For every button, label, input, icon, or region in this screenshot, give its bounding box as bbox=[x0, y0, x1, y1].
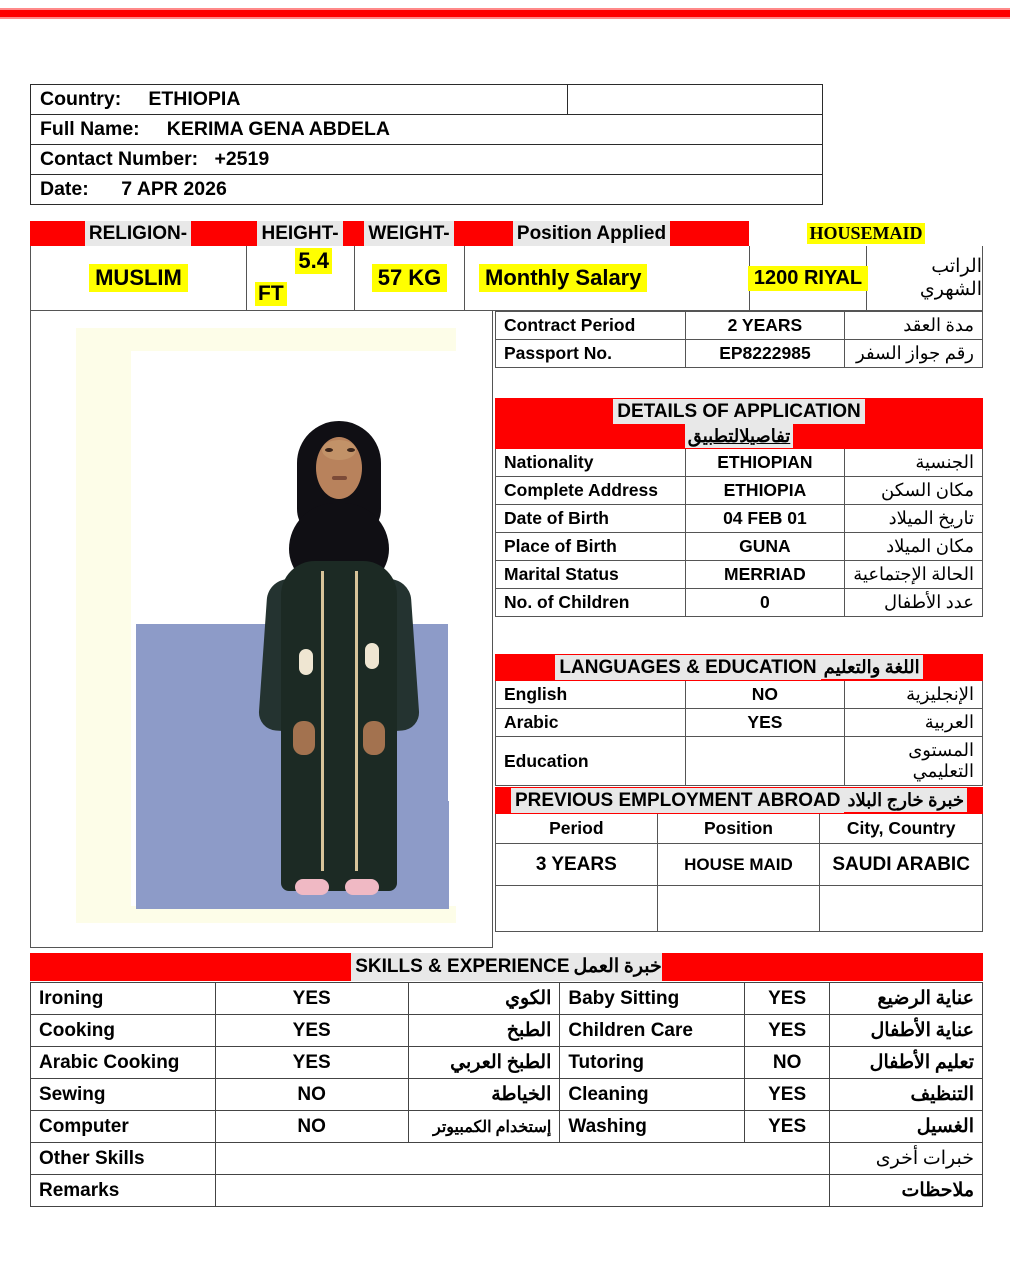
table-row bbox=[31, 145, 823, 175]
previous-employment-table bbox=[495, 787, 983, 932]
place-of-birth-arabic: مكان الميلاد bbox=[845, 533, 983, 561]
full-name-cell bbox=[31, 115, 823, 145]
other-skills-value bbox=[215, 1143, 829, 1175]
section-header-row bbox=[496, 788, 983, 814]
skill-arabic-cooking-value: YES bbox=[215, 1047, 408, 1079]
skill-tutoring-arabic: تعليم الأطفال bbox=[830, 1047, 983, 1079]
languages-education-table bbox=[495, 654, 983, 786]
skill-sewing-label: Sewing bbox=[31, 1079, 216, 1111]
skill-sewing-arabic: الخياطة bbox=[408, 1079, 560, 1111]
arabic-language-label: Arabic bbox=[496, 709, 686, 737]
full-name-label: Full Name: bbox=[40, 118, 140, 140]
skill-ironing-value: YES bbox=[215, 983, 408, 1015]
skill-tutoring-value: NO bbox=[745, 1047, 830, 1079]
hand-right bbox=[363, 721, 385, 755]
abaya-trim-right bbox=[355, 571, 358, 871]
country-cell bbox=[31, 85, 568, 115]
skill-cleaning-value: YES bbox=[745, 1079, 830, 1111]
religion-label: RELIGION- bbox=[85, 221, 191, 246]
table-row bbox=[496, 340, 983, 368]
table-row bbox=[31, 115, 823, 145]
contact-number-label: Contact Number: bbox=[40, 148, 199, 170]
contract-period-label: Contract Period bbox=[496, 312, 686, 340]
education-arabic: المستوى التعليمي bbox=[845, 737, 983, 786]
english-value: NO bbox=[685, 681, 845, 709]
passport-no-value: EP8222985 bbox=[685, 340, 845, 368]
date-value: 7 APR 2026 bbox=[121, 178, 227, 200]
position-applied-value: HOUSEMAID bbox=[809, 223, 923, 243]
contract-period-arabic: مدة العقد bbox=[845, 312, 983, 340]
skill-cleaning-arabic: التنظيف bbox=[830, 1079, 983, 1111]
table-row bbox=[496, 886, 983, 932]
skill-arabic-cooking-arabic: الطبخ العربي bbox=[408, 1047, 560, 1079]
marital-status-label: Marital Status bbox=[496, 561, 686, 589]
employment-col-position: Position bbox=[657, 814, 820, 844]
skill-baby-sitting-arabic: عناية الرضيع bbox=[830, 983, 983, 1015]
place-of-birth-label: Place of Birth bbox=[496, 533, 686, 561]
employment-period-value: 3 YEARS bbox=[496, 844, 658, 886]
languages-header-english: LANGUAGES & EDUCATION bbox=[555, 655, 820, 680]
languages-header-arabic: اللغة والتعليم bbox=[821, 655, 923, 679]
table-row bbox=[31, 1111, 983, 1143]
employment-header-arabic: خبرة خارج البلاد bbox=[844, 788, 967, 812]
table-row bbox=[496, 737, 983, 786]
hand-left bbox=[293, 721, 315, 755]
skills-section-header bbox=[30, 953, 983, 981]
monthly-salary-value-cell bbox=[750, 246, 867, 310]
table-row bbox=[496, 709, 983, 737]
country-value: ETHIOPIA bbox=[148, 88, 241, 110]
date-of-birth-label: Date of Birth bbox=[496, 505, 686, 533]
skill-washing-value: YES bbox=[745, 1111, 830, 1143]
english-arabic: الإنجليزية bbox=[845, 681, 983, 709]
employment-header-english: PREVIOUS EMPLOYMENT ABROAD bbox=[511, 788, 845, 813]
height-unit: FT bbox=[255, 282, 287, 306]
date-label: Date: bbox=[40, 178, 89, 200]
section-header-row bbox=[496, 399, 983, 449]
table-row bbox=[496, 844, 983, 886]
tassel-left bbox=[299, 649, 313, 675]
height-value-cell bbox=[247, 246, 355, 310]
applicant-photo bbox=[30, 311, 493, 948]
contact-number-cell bbox=[31, 145, 823, 175]
complete-address-arabic: مكان السكن bbox=[845, 477, 983, 505]
other-skills-arabic: خبرات أخرى bbox=[830, 1143, 983, 1175]
skills-header-english: SKILLS & EXPERIENCE bbox=[351, 953, 573, 981]
skill-computer-label: Computer bbox=[31, 1111, 216, 1143]
no-of-children-value: 0 bbox=[685, 589, 845, 617]
employment-col-period: Period bbox=[496, 814, 658, 844]
place-of-birth-value: GUNA bbox=[685, 533, 845, 561]
eye-right bbox=[347, 448, 355, 452]
skill-computer-arabic: إستخدام الكمبيوتر bbox=[408, 1111, 560, 1143]
details-of-application-table bbox=[495, 398, 983, 617]
no-of-children-label: No. of Children bbox=[496, 589, 686, 617]
skill-children-care-arabic: عناية الأطفال bbox=[830, 1015, 983, 1047]
table-row bbox=[31, 1175, 983, 1207]
employment-section-header bbox=[496, 788, 983, 814]
skill-computer-value: NO bbox=[215, 1111, 408, 1143]
contract-table bbox=[495, 311, 983, 368]
contact-number-value: +2519 bbox=[214, 148, 270, 170]
table-row bbox=[31, 175, 823, 205]
skill-children-care-value: YES bbox=[745, 1015, 830, 1047]
table-row bbox=[496, 505, 983, 533]
height-label-cell bbox=[246, 221, 354, 246]
nationality-value: ETHIOPIAN bbox=[685, 449, 845, 477]
other-skills-label: Other Skills bbox=[31, 1143, 216, 1175]
remarks-arabic: ملاحظات bbox=[830, 1175, 983, 1207]
table-header-row bbox=[496, 814, 983, 844]
face-shape bbox=[316, 437, 362, 499]
arabic-language-value: YES bbox=[685, 709, 845, 737]
details-header-english: DETAILS OF APPLICATION bbox=[613, 399, 864, 424]
person-figure bbox=[259, 421, 419, 896]
passport-no-label: Passport No. bbox=[496, 340, 686, 368]
summary-banner-values bbox=[30, 246, 983, 311]
religion-label-cell bbox=[30, 221, 246, 246]
shoe-left bbox=[295, 879, 329, 895]
table-row bbox=[496, 681, 983, 709]
skill-baby-sitting-label: Baby Sitting bbox=[560, 983, 745, 1015]
table-row bbox=[496, 533, 983, 561]
skill-washing-label: Washing bbox=[560, 1111, 745, 1143]
banner-red-filler bbox=[719, 221, 749, 246]
position-applied-label: Position Applied bbox=[513, 221, 670, 246]
table-row bbox=[31, 85, 823, 115]
languages-section-header bbox=[496, 655, 983, 681]
religion-value-cell bbox=[31, 246, 247, 310]
summary-banner-labels bbox=[30, 221, 983, 246]
skill-baby-sitting-value: YES bbox=[745, 983, 830, 1015]
passport-no-arabic: رقم جواز السفر bbox=[845, 340, 983, 368]
no-of-children-arabic: عدد الأطفال bbox=[845, 589, 983, 617]
weight-label: WEIGHT- bbox=[364, 221, 453, 246]
height-number: 5.4 bbox=[295, 248, 332, 274]
skill-cooking-arabic: الطبخ bbox=[408, 1015, 560, 1047]
employment-city-country-value: SAUDI ARABIC bbox=[820, 844, 983, 886]
monthly-salary-value: 1200 RIYAL bbox=[748, 266, 868, 291]
skill-cooking-value: YES bbox=[215, 1015, 408, 1047]
date-of-birth-value: 04 FEB 01 bbox=[685, 505, 845, 533]
applicant-header-table bbox=[30, 84, 823, 205]
table-row bbox=[31, 1143, 983, 1175]
skill-ironing-label: Ironing bbox=[31, 983, 216, 1015]
table-row bbox=[496, 449, 983, 477]
monthly-salary-arabic-label: الراتب الشهري bbox=[919, 256, 982, 300]
top-red-accent-bar bbox=[0, 8, 1010, 19]
religion-value: MUSLIM bbox=[89, 264, 188, 292]
country-label: Country: bbox=[40, 88, 122, 110]
abaya-trim-left bbox=[321, 571, 324, 871]
table-row bbox=[31, 1047, 983, 1079]
arabic-language-arabic: العربية bbox=[845, 709, 983, 737]
skill-cleaning-label: Cleaning bbox=[560, 1079, 745, 1111]
position-applied-value-cell bbox=[749, 221, 983, 246]
skill-arabic-cooking-label: Arabic Cooking bbox=[31, 1047, 216, 1079]
date-cell bbox=[31, 175, 823, 205]
weight-value-cell bbox=[355, 246, 465, 310]
skill-sewing-value: NO bbox=[215, 1079, 408, 1111]
skill-washing-arabic: الغسيل bbox=[830, 1111, 983, 1143]
employment-period-value-empty bbox=[496, 886, 658, 932]
remarks-label: Remarks bbox=[31, 1175, 216, 1207]
table-row bbox=[496, 312, 983, 340]
monthly-salary-label-cell bbox=[465, 246, 750, 310]
contract-period-value: 2 YEARS bbox=[685, 312, 845, 340]
complete-address-value: ETHIOPIA bbox=[685, 477, 845, 505]
weight-label-cell bbox=[354, 221, 464, 246]
table-row bbox=[31, 983, 983, 1015]
position-applied-label-cell bbox=[464, 221, 719, 246]
complete-address-label: Complete Address bbox=[496, 477, 686, 505]
summary-banner bbox=[30, 221, 983, 311]
tassel-right bbox=[365, 643, 379, 669]
section-header-row bbox=[496, 655, 983, 681]
employment-city-country-value-empty bbox=[820, 886, 983, 932]
skills-experience-table bbox=[30, 982, 983, 1207]
skills-header-arabic: خبرة العمل bbox=[574, 953, 662, 981]
monthly-salary-arabic-cell bbox=[867, 246, 982, 310]
weight-value: 57 KG bbox=[372, 264, 448, 292]
marital-status-arabic: الحالة الإجتماعية bbox=[845, 561, 983, 589]
full-name-value: KERIMA GENA ABDELA bbox=[166, 118, 390, 140]
employment-position-value-empty bbox=[657, 886, 820, 932]
employment-col-city-country: City, Country bbox=[820, 814, 983, 844]
monthly-salary-label: Monthly Salary bbox=[479, 264, 647, 292]
header-blank-cell bbox=[568, 85, 823, 115]
nationality-arabic: الجنسية bbox=[845, 449, 983, 477]
skill-tutoring-label: Tutoring bbox=[560, 1047, 745, 1079]
mouth-shape bbox=[332, 476, 347, 480]
marital-status-value: MERRIAD bbox=[685, 561, 845, 589]
skill-ironing-arabic: الكوي bbox=[408, 983, 560, 1015]
shoe-right bbox=[345, 879, 379, 895]
date-of-birth-arabic: تاريخ الميلاد bbox=[845, 505, 983, 533]
employment-position-value: HOUSE MAID bbox=[657, 844, 820, 886]
table-row bbox=[496, 589, 983, 617]
education-value bbox=[685, 737, 845, 786]
education-label: Education bbox=[496, 737, 686, 786]
eye-left bbox=[325, 448, 333, 452]
table-row bbox=[496, 477, 983, 505]
skill-children-care-label: Children Care bbox=[560, 1015, 745, 1047]
details-section-header bbox=[496, 399, 983, 449]
details-header-arabic: تفاصيلالتطبيق bbox=[685, 424, 794, 448]
table-row bbox=[496, 561, 983, 589]
height-label: HEIGHT- bbox=[257, 221, 342, 246]
skill-cooking-label: Cooking bbox=[31, 1015, 216, 1047]
english-label: English bbox=[496, 681, 686, 709]
remarks-value bbox=[215, 1175, 829, 1207]
nationality-label: Nationality bbox=[496, 449, 686, 477]
table-row bbox=[31, 1015, 983, 1047]
table-row bbox=[31, 1079, 983, 1111]
